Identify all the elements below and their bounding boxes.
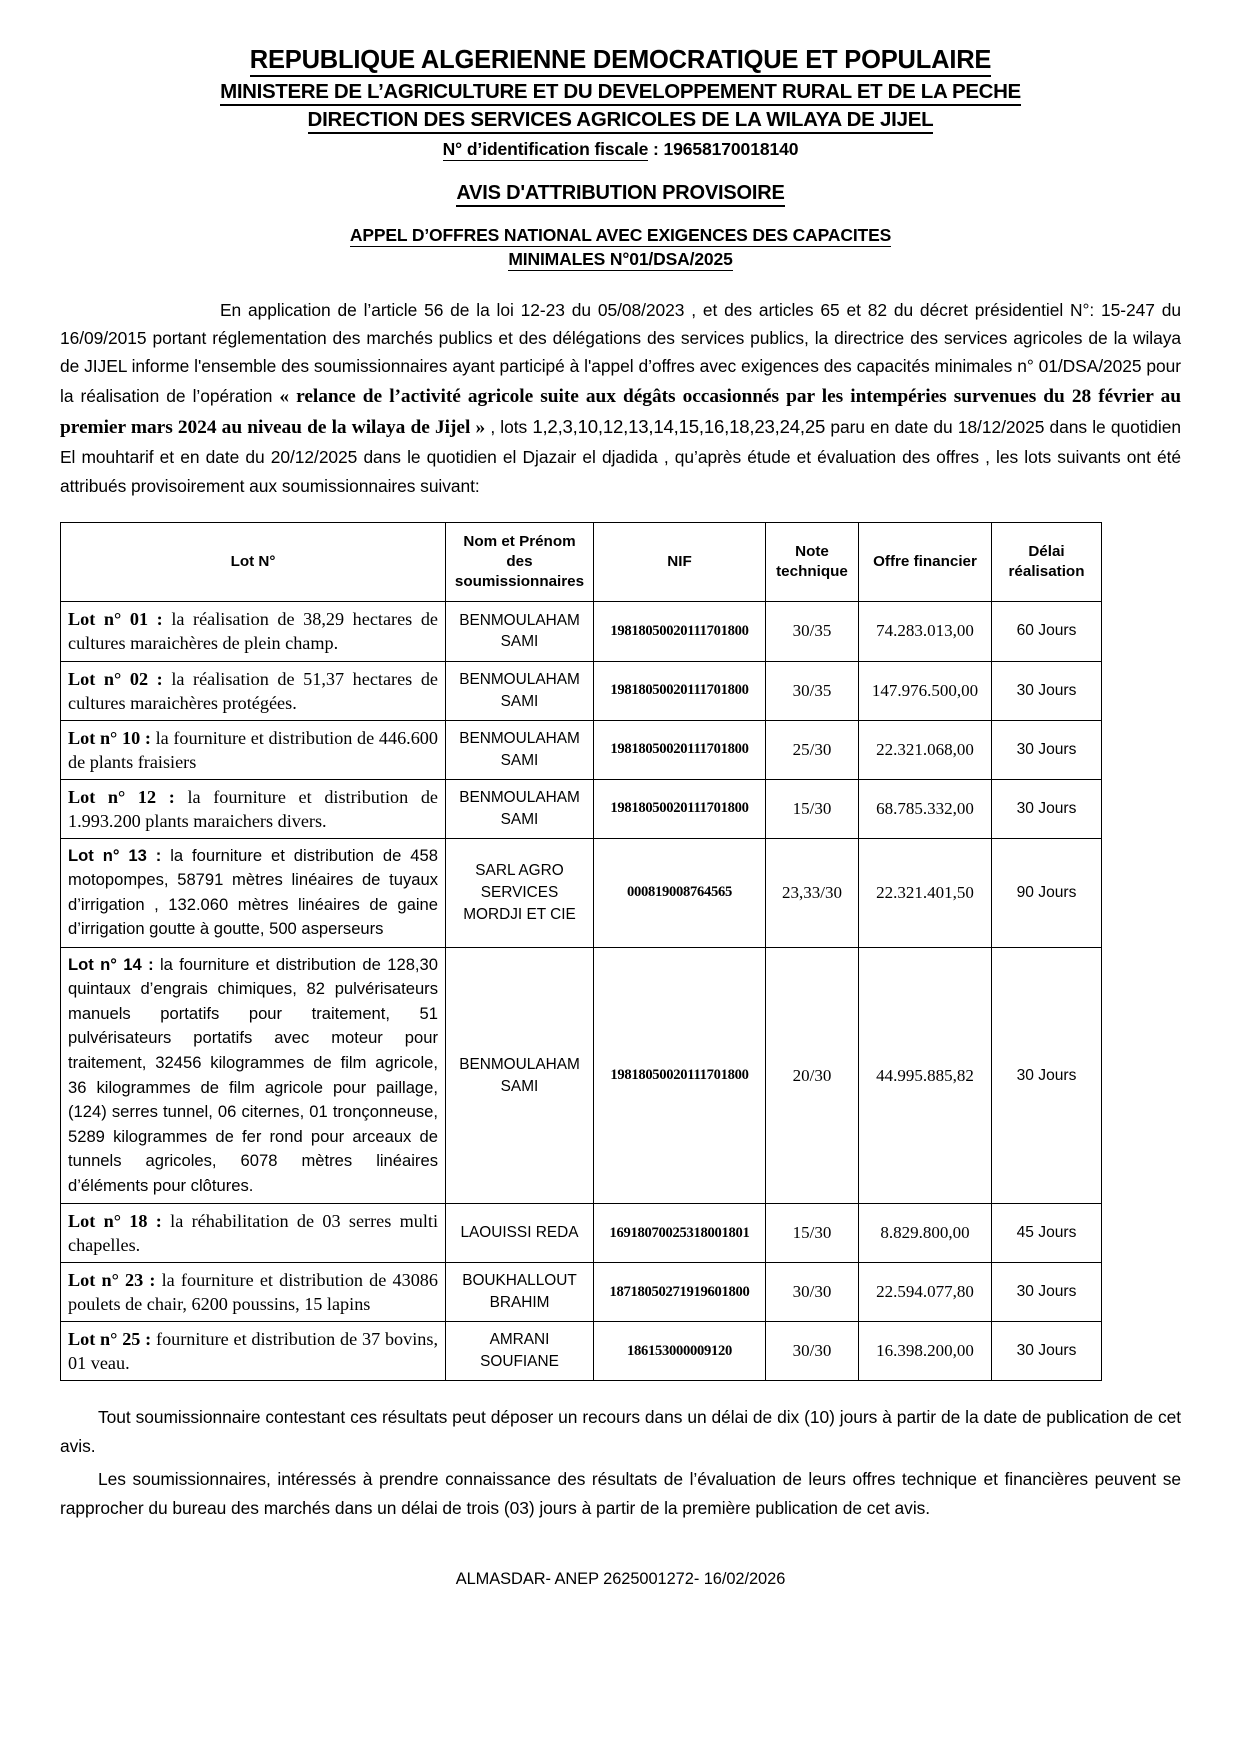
cell-lot-description — [61, 1204, 446, 1263]
cell-technical-note: 30/30 — [766, 1263, 859, 1322]
cell-nif: 16918070025318001801 — [594, 1204, 766, 1263]
lot-description: fourniture et distribution de 37 bovins, 01 veau. — [68, 1329, 438, 1374]
cell-technical-note: 30/35 — [766, 602, 859, 661]
cell-deadline: 30 Jours — [992, 1322, 1102, 1381]
cell-lot-description — [61, 720, 446, 779]
attribution-table — [60, 522, 1102, 1382]
cell-nif: 18718050271919601800 — [594, 1263, 766, 1322]
cell-bidder-name: BENMOULAHAM SAMI — [446, 661, 594, 720]
notice-title-text: AVIS D'ATTRIBUTION PROVISOIRE — [456, 182, 784, 207]
footer-reference: ALMASDAR- ANEP 2625001272- 16/02/2026 — [455, 1570, 786, 1589]
cell-deadline: 30 Jours — [992, 779, 1102, 838]
lots-label: , lots — [485, 417, 533, 437]
cell-deadline: 90 Jours — [992, 838, 1102, 947]
closing-paragraph-2 — [60, 1465, 1181, 1522]
cell-bidder-name: BENMOULAHAM SAMI — [446, 779, 594, 838]
lot-description: la fourniture et distribution de 458 motopompes, 58791 mètres linéaires de tuyaux d’irrigation , 132.060 mètres linéaires de gaine d’irrigation goutte à goutte, 500 asperseurs — [68, 845, 438, 939]
column-header-name-l1: Nom et Prénom — [463, 532, 576, 550]
table-row — [61, 602, 1102, 661]
cell-nif: 19818050020111701800 — [594, 947, 766, 1203]
cell-financial-offer: 22.594.077,80 — [859, 1263, 992, 1322]
closing-paragraph-1 — [60, 1403, 1181, 1460]
cell-deadline: 30 Jours — [992, 720, 1102, 779]
lots-numbers: 1,2,3,10,12,13,14,15,16,18,23,24,25 — [532, 416, 826, 437]
table-row — [61, 661, 1102, 720]
cell-financial-offer: 68.785.332,00 — [859, 779, 992, 838]
cell-lot-description — [61, 838, 446, 947]
column-header-offre: Offre financier — [859, 522, 992, 602]
lot-label: Lot n° 23 : — [68, 1270, 156, 1291]
cell-lot-description — [61, 779, 446, 838]
table-row — [61, 838, 1102, 947]
cell-deadline: 30 Jours — [992, 947, 1102, 1203]
cell-technical-note: 15/30 — [766, 1204, 859, 1263]
direction-title — [60, 108, 1181, 132]
ministry-title — [60, 80, 1181, 104]
cell-nif: 19818050020111701800 — [594, 720, 766, 779]
cell-nif: 19818050020111701800 — [594, 779, 766, 838]
column-header-delai-l2: réalisation — [1008, 563, 1085, 581]
table-row — [61, 1204, 1102, 1263]
column-header-lot: Lot N° — [61, 522, 446, 602]
cell-financial-offer: 74.283.013,00 — [859, 602, 992, 661]
cell-financial-offer: 22.321.401,50 — [859, 838, 992, 947]
cell-lot-description — [61, 1263, 446, 1322]
lot-description: la réalisation de 38,29 hectares de cultures maraichères de plein champ. — [68, 609, 439, 654]
column-header-note-l2: technique — [776, 563, 848, 581]
cell-technical-note: 23,33/30 — [766, 838, 859, 947]
cell-technical-note: 30/35 — [766, 661, 859, 720]
cell-lot-description — [61, 661, 446, 720]
tender-title-line1 — [60, 225, 1181, 246]
cell-deadline: 30 Jours — [992, 661, 1102, 720]
cell-nif: 186153000009120 — [594, 1322, 766, 1381]
column-header-nif: NIF — [594, 522, 766, 602]
lot-description: la fourniture et distribution de 446.600 de plants fraisiers — [68, 727, 438, 772]
lot-label: Lot n° 02 : — [68, 668, 163, 689]
column-header-name-l2: des — [506, 553, 533, 571]
column-header-note — [766, 522, 859, 602]
intro-paragraph — [60, 296, 1181, 500]
cell-nif: 000819008764565 — [594, 838, 766, 947]
lot-description: la réhabilitation de 03 serres multi chapelles. — [68, 1211, 438, 1256]
cell-financial-offer: 22.321.068,00 — [859, 720, 992, 779]
cell-lot-description — [61, 1322, 446, 1381]
lot-description: la fourniture et distribution de 1.993.200 plants maraichers divers. — [68, 786, 438, 831]
document-header — [60, 46, 1181, 270]
cell-financial-offer: 44.995.885,82 — [859, 947, 992, 1203]
cell-lot-description — [61, 602, 446, 661]
lot-label: Lot n° 13 : — [68, 845, 162, 865]
column-header-name-l3: soumissionnaires — [454, 573, 585, 591]
notice-title — [60, 182, 1181, 205]
fiscal-id-label: N° d’identification fiscale — [442, 139, 649, 159]
lot-description: la fourniture et distribution de 43086 poulets de chair, 6200 poussins, 15 lapins — [68, 1270, 438, 1315]
table-row — [61, 779, 1102, 838]
cell-deadline: 30 Jours — [992, 1263, 1102, 1322]
cell-deadline: 60 Jours — [992, 602, 1102, 661]
column-header-note-l1: Note — [795, 542, 829, 560]
cell-technical-note: 30/30 — [766, 1322, 859, 1381]
cell-bidder-name: AMRANI SOUFIANE — [446, 1322, 594, 1381]
lot-label: Lot n° 12 : — [68, 786, 175, 807]
lot-label: Lot n° 14 : — [68, 954, 154, 974]
cell-lot-description — [61, 947, 446, 1203]
tender-title-line2 — [60, 249, 1181, 270]
table-header — [61, 522, 1102, 602]
lot-description: la réalisation de 51,37 hectares de cultures maraichères protégées. — [68, 668, 439, 713]
cell-technical-note: 15/30 — [766, 779, 859, 838]
cell-technical-note: 25/30 — [766, 720, 859, 779]
cell-financial-offer: 16.398.200,00 — [859, 1322, 992, 1381]
lot-description: la fourniture et distribution de 128,30 quintaux d’engrais chimiques, 82 pulvérisateurs manuels portatifs pour traitement, 51 pulvérisateurs portatifs avec moteur pour traitement, 32456 kilogrammes de film agricole, 36 kilogrammes de film agricole pour paillage, (124) serres tunnel, 06 citernes, 01 tronçonneuse, 5289 kilogrammes de fer rond pour arceaux de tunnels agricoles, 6078 mètres linéaires d’éléments pour clôtures. — [68, 954, 438, 1195]
cell-nif: 19818050020111701800 — [594, 661, 766, 720]
closing-paragraphs — [60, 1403, 1181, 1522]
column-header-name — [446, 522, 594, 602]
table-body — [61, 602, 1102, 1381]
cell-bidder-name: LAOUISSI REDA — [446, 1204, 594, 1263]
cell-nif: 19818050020111701800 — [594, 602, 766, 661]
cell-bidder-name: BENMOULAHAM SAMI — [446, 947, 594, 1203]
column-header-delai — [992, 522, 1102, 602]
table-header-row — [61, 522, 1102, 602]
cell-bidder-name: BOUKHALLOUT BRAHIM — [446, 1263, 594, 1322]
document-footer — [60, 1570, 1181, 1589]
lot-label: Lot n° 10 : — [68, 727, 151, 748]
table-row — [61, 947, 1102, 1203]
table-row — [61, 720, 1102, 779]
cell-bidder-name: BENMOULAHAM SAMI — [446, 720, 594, 779]
lot-label: Lot n° 25 : — [68, 1329, 152, 1350]
table-row — [61, 1322, 1102, 1381]
tender-title-line1-text: APPEL D’OFFRES NATIONAL AVEC EXIGENCES DES CAPACITES — [349, 225, 892, 245]
cell-technical-note: 20/30 — [766, 947, 859, 1203]
republic-title — [60, 46, 1181, 75]
cell-deadline: 45 Jours — [992, 1204, 1102, 1263]
fiscal-id-value: 19658170018140 — [663, 139, 799, 159]
cell-financial-offer: 147.976.500,00 — [859, 661, 992, 720]
lot-label: Lot n° 18 : — [68, 1211, 162, 1232]
intro-part2: paru en date du 18/12/2025 dans le quotidien El mouhtarif et en date du 20/12/2025 dans le quotidien el Djazair el djadida , qu’après étude et évaluation des offres , les lots suivants ont été attribués provisoirement aux soumissionnaires suivant: — [60, 417, 1181, 496]
cell-bidder-name: SARL AGRO SERVICES MORDJI ET CIE — [446, 838, 594, 947]
lot-label: Lot n° 01 : — [68, 609, 163, 630]
republic-title-text: REPUBLIQUE ALGERIENNE DEMOCRATIQUE ET POPULAIRE — [250, 46, 991, 77]
closing-paragraph-2-text: Les soumissionnaires, intéressés à prendre connaissance des résultats de l’évaluation de leurs offres technique et financières peuvent se rapprocher du bureau des marchés dans un délai de trois (03) jours à partir de la première publication de cet avis. — [60, 1468, 1181, 1518]
operation-title: « relance de l’activité agricole suite aux dégâts occasionnés par les intempéries survenues du 28 février au premier mars 2024 au niveau de la wilaya de Jijel » — [60, 385, 1181, 438]
tender-title-line2-text: MINIMALES N°01/DSA/2025 — [508, 249, 733, 269]
intro-part1: En application de l’article 56 de la loi 12-23 du 05/08/2023 , et des articles 65 et 82 du décret présidentiel N°: 15-247 du 16/09/2015 portant réglementation des marchés publics et des délégations des services publics, la directrice des services agricoles de la wilaya de JIJEL informe l'ensemble des soumissionnaires ayant participé à l'appel d’offres avec exigences des capacités minimales n° 01/DSA/2025 pour la réalisation de l’opération — [60, 300, 1181, 406]
closing-paragraph-1-text: Tout soumissionnaire contestant ces résultats peut déposer un recours dans un délai de dix (10) jours à partir de la date de publication de cet avis. — [60, 1407, 1181, 1457]
cell-financial-offer: 8.829.800,00 — [859, 1204, 992, 1263]
ministry-title-text: MINISTERE DE L’AGRICULTURE ET DU DEVELOPPEMENT RURAL ET DE LA PECHE — [220, 80, 1021, 106]
table-row — [61, 1263, 1102, 1322]
fiscal-id-line: N° d’identification fiscale : 19658170018140 — [442, 139, 799, 159]
direction-title-text: DIRECTION DES SERVICES AGRICOLES DE LA WILAYA DE JIJEL — [308, 108, 934, 134]
cell-bidder-name: BENMOULAHAM SAMI — [446, 602, 594, 661]
column-header-delai-l1: Délai — [1028, 542, 1065, 560]
